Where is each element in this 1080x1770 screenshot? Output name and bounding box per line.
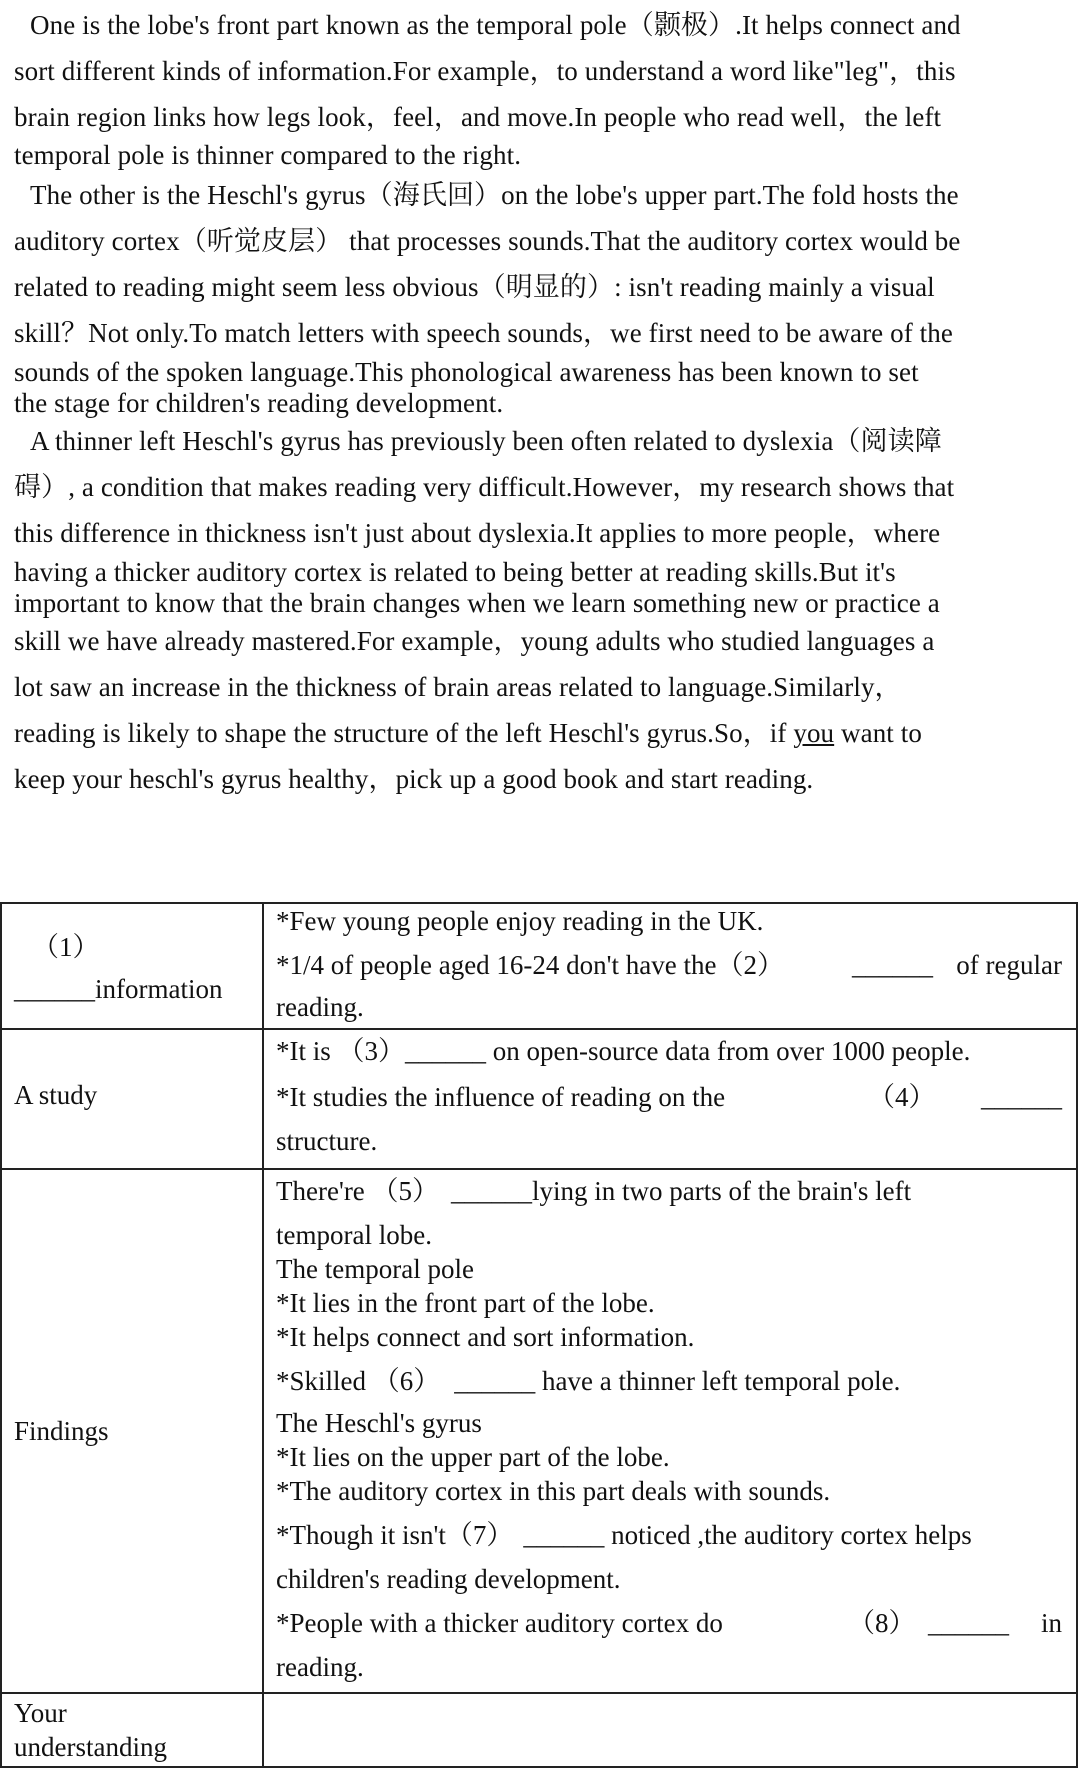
row-3-line-1-end: lying in two parts of the brain's left: [532, 1176, 912, 1206]
row-3-line-2: temporal lobe.: [276, 1220, 432, 1250]
row-2-line-1-text: *It is （3）: [276, 1036, 406, 1066]
row-1-line-1: *Few young people enjoy reading in the UK.: [276, 906, 764, 936]
row-3-line-12-end: in: [1040, 1608, 1062, 1638]
blank-4[interactable]: ______: [981, 1082, 1062, 1112]
row-3-line-11: children's reading development.: [276, 1564, 621, 1594]
row-1-label: [14, 972, 222, 1006]
row-2-line-2-text: *It studies the influence of reading on the: [276, 1082, 726, 1112]
blank-1[interactable]: ______: [14, 974, 95, 1004]
row-3-line-10: [276, 1518, 972, 1552]
row-3-line-1-text: There're （5）: [276, 1176, 440, 1206]
blank-8[interactable]: ______: [928, 1608, 1009, 1638]
row-4-label-2: understanding: [14, 1732, 167, 1762]
blank-3[interactable]: ______: [405, 1036, 487, 1066]
passage-line-1: One is the lobe's front part known as the temporal pole（颢极）.It helps connect and: [30, 10, 961, 40]
row-1-line-3: reading.: [276, 992, 364, 1022]
passage-line-8: skill？Not only.To match letters with speech sounds，we first need to be aware of the: [14, 318, 953, 348]
row-3-line-10-text: *Though it isn't（7）: [276, 1520, 514, 1550]
passage-line-10: the stage for children's reading development.: [14, 388, 504, 418]
row-3-line-6: [276, 1364, 900, 1398]
row-1-line-2-text: *1/4 of people aged 16-24 don't have the（2）: [276, 950, 784, 980]
your-understanding-answer-area[interactable]: [264, 1694, 1074, 1764]
passage-line-2: sort different kinds of information.For example，to understand a word like"leg"，this: [14, 56, 956, 86]
row-2-line-1-end: on open-source data from over 1000 people.: [486, 1036, 971, 1066]
summary-table: [0, 902, 1078, 1768]
blank-8-number: （8）: [848, 1608, 916, 1638]
passage-line-7: related to reading might seem less obvious（明显的）: isn't reading mainly a visual: [14, 272, 935, 302]
row-3-line-6-text: *Skilled （6）: [276, 1366, 441, 1396]
row-3-line-13: reading.: [276, 1652, 364, 1682]
row-1-line-2: [276, 948, 1062, 982]
row-2-line-1: [276, 1034, 970, 1068]
table-column-divider: [262, 902, 264, 1768]
passage-line-3: brain region links how legs look，feel，and move.In people who read well，the left: [14, 102, 942, 132]
passage-line-12: 碍）, a condition that makes reading very difficult.However，my research shows that: [14, 472, 955, 502]
passage-line-19: keep your heschl's gyrus healthy，pick up a good book and start reading.: [14, 764, 814, 794]
row-3-line-9: *The auditory cortex in this part deals with sounds.: [276, 1476, 831, 1506]
row-3-line-3: The temporal pole: [276, 1254, 474, 1284]
row-3-line-6-end: have a thinner left temporal pole.: [535, 1366, 901, 1396]
row-1-line-2-end: of regular: [956, 950, 1062, 980]
blank-2[interactable]: ______: [852, 950, 933, 980]
passage-line-17: lot saw an increase in the thickness of brain areas related to language.Similarly，: [14, 672, 902, 702]
row-3-line-1: [276, 1174, 911, 1208]
row-4-label-1: Your: [14, 1698, 67, 1728]
row-3-label: Findings: [14, 1416, 109, 1446]
table-border-right: [1076, 902, 1078, 1768]
passage-line-6: auditory cortex（听觉皮层） that processes sounds.That the auditory cortex would be: [14, 226, 961, 256]
blank-6[interactable]: ______: [454, 1366, 536, 1396]
row-3-line-12: [276, 1606, 1062, 1640]
table-border-left: [0, 902, 2, 1768]
row-1-label-text: information: [95, 974, 223, 1004]
row-3-line-5: *It helps connect and sort information.: [276, 1322, 695, 1352]
row-2-line-2: [276, 1080, 1062, 1114]
passage-line-5: The other is the Heschl's gyrus（海氏回）on the lobe's upper part.The fold hosts the: [30, 180, 959, 210]
row-3-line-4: *It lies in the front part of the lobe.: [276, 1288, 655, 1318]
passage-line-9: sounds of the spoken language.This phonological awareness has been known to set: [14, 357, 919, 387]
table-border-bottom: [0, 1766, 1078, 1768]
passage-line-4: temporal pole is thinner compared to the right.: [14, 140, 522, 170]
passage-line-15: important to know that the brain changes when we learn something new or practice a: [14, 588, 940, 618]
row-3-line-12-text: *People with a thicker auditory cortex do: [276, 1608, 723, 1638]
blank-5[interactable]: ______: [451, 1176, 533, 1206]
table-row-divider-1: [0, 1028, 1078, 1030]
passage-line-13: this difference in thickness isn't just about dyslexia.It applies to more people，where: [14, 518, 941, 548]
row-3-line-7: The Heschl's gyrus: [276, 1408, 482, 1438]
passage-line-14: having a thicker auditory cortex is related to being better at reading skills.But it's: [14, 557, 896, 587]
blank-7[interactable]: ______: [523, 1520, 605, 1550]
passage-line-18: [14, 716, 922, 750]
blank-1-number: （1）: [32, 932, 100, 962]
passage-line-18-end: want to: [834, 718, 922, 748]
row-3-line-8: *It lies on the upper part of the lobe.: [276, 1442, 670, 1472]
blank-4-number: （4）: [868, 1082, 936, 1112]
table-row-divider-2: [0, 1168, 1078, 1170]
row-2-line-3: structure.: [276, 1126, 378, 1156]
row-3-line-10-end: noticed ,the auditory cortex helps: [604, 1520, 972, 1550]
passage-line-18-start: reading is likely to shape the structure of the left Heschl's gyrus.So，if: [14, 718, 794, 748]
row-2-label: A study: [14, 1080, 98, 1110]
passage-line-16: skill we have already mastered.For example，young adults who studied languages a: [14, 626, 935, 656]
passage-line-11: A thinner left Heschl's gyrus has previously been often related to dyslexia（阅读障: [30, 426, 942, 456]
underlined-word: you: [793, 718, 835, 748]
